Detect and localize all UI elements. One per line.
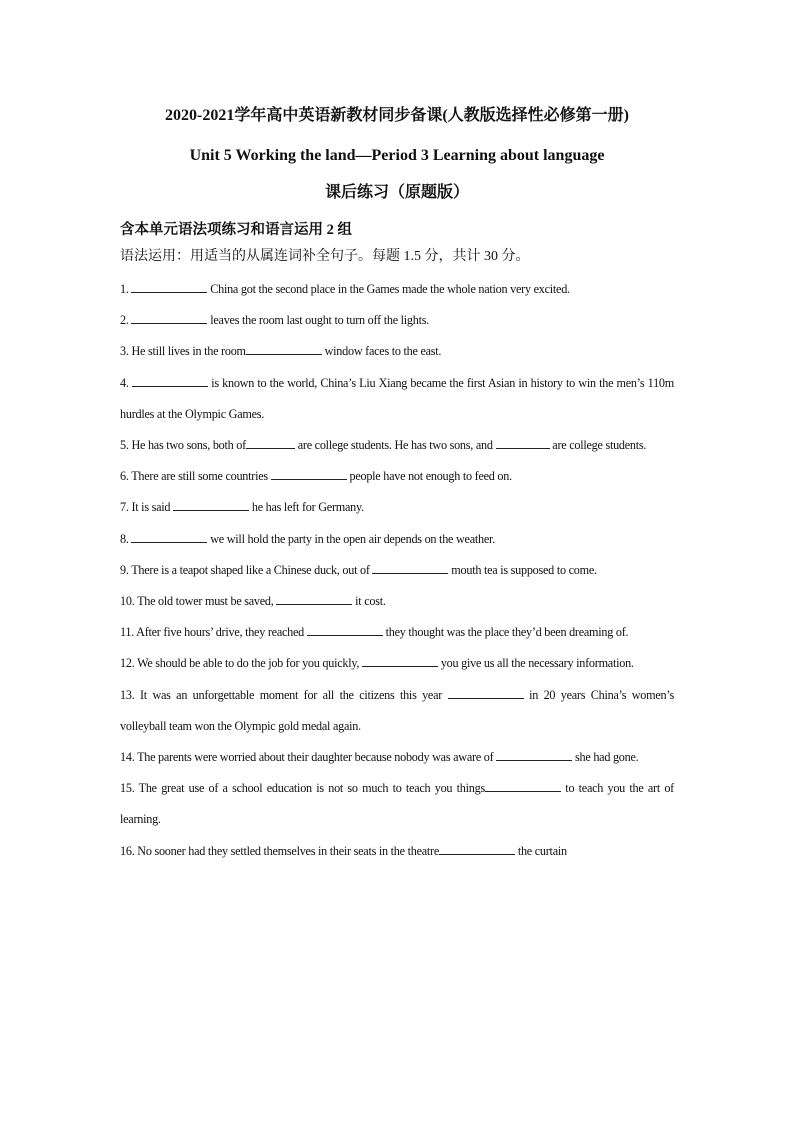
- question-text: The parents were worried about their daughter because nobody was aware of: [137, 750, 497, 765]
- answer-blank[interactable]: [372, 562, 448, 574]
- question-item: [120, 648, 674, 679]
- question-number: 1.: [120, 282, 132, 296]
- answer-blank[interactable]: [246, 343, 322, 355]
- question-number: 11.: [120, 625, 137, 640]
- answer-blank[interactable]: [173, 499, 249, 511]
- question-text: We should be able to do the job for you quickly,: [137, 656, 363, 671]
- question-item: [120, 430, 674, 461]
- question-text: The old tower must be saved,: [137, 594, 277, 609]
- answer-blank[interactable]: [496, 749, 572, 761]
- question-number: 16.: [120, 843, 138, 858]
- answer-blank[interactable]: [271, 468, 347, 480]
- question-item: [120, 617, 674, 648]
- question-item: [120, 586, 674, 617]
- question-text: He has two sons, both of: [131, 438, 246, 453]
- question-number: 8.: [120, 531, 132, 546]
- question-item: [120, 742, 674, 773]
- question-text: he has left for Germany.: [249, 500, 364, 515]
- question-text: to teach you the art of learning.: [120, 781, 674, 827]
- question-text: it cost.: [352, 594, 386, 609]
- question-number: 3.: [120, 344, 132, 359]
- question-text: they thought was the place they’d been dreaming of.: [382, 625, 629, 640]
- answer-blank[interactable]: [485, 780, 561, 792]
- question-text: are college students.: [549, 438, 647, 453]
- question-text: No sooner had they settled themselves in their seats in the theatre: [137, 843, 440, 858]
- exercise-title: 课后练习（原题版）: [324, 184, 469, 201]
- question-item: [120, 773, 674, 835]
- question-text: The great use of a school education is not so much to teach you things: [138, 781, 485, 796]
- question-item: [120, 680, 674, 742]
- answer-blank[interactable]: [131, 312, 207, 324]
- answer-blank[interactable]: [132, 375, 208, 387]
- question-item: [120, 555, 674, 586]
- question-text: the curtain: [515, 843, 567, 858]
- question-text: leaves the room last ought to turn off the lights.: [207, 313, 430, 328]
- answer-blank[interactable]: [246, 437, 295, 449]
- question-text: After five hours’ drive, they reached: [136, 625, 307, 640]
- question-text: in 20 years China’s women’s volleyball team won the Olympic gold medal again.: [120, 687, 674, 733]
- answer-blank[interactable]: [439, 843, 515, 855]
- question-text: mouth tea is supposed to come.: [448, 562, 597, 577]
- question-text: There are still some countries: [131, 469, 271, 484]
- question-text: It is said: [131, 500, 174, 515]
- question-number: 2.: [120, 313, 132, 328]
- question-text: is known to the world, China’s Liu Xiang became the first Asian in history to win the men’s 110m hurdles at the Olympic Games.: [120, 375, 674, 421]
- question-number: 7.: [120, 500, 132, 515]
- question-item: [120, 336, 674, 367]
- question-item: [120, 368, 674, 430]
- question-number: 6.: [120, 469, 132, 484]
- answer-blank[interactable]: [131, 281, 207, 293]
- question-text: window faces to the east.: [321, 344, 442, 359]
- question-text: are college students. He has two sons, and: [294, 438, 496, 453]
- question-number: 10.: [120, 594, 138, 609]
- question-text: she had gone.: [572, 750, 639, 765]
- question-item: [120, 305, 674, 336]
- question-list: [120, 274, 674, 867]
- question-item: [120, 461, 674, 492]
- answer-blank[interactable]: [276, 593, 352, 605]
- question-number: 5.: [120, 438, 132, 453]
- question-number: 4.: [120, 375, 132, 390]
- question-text: He still lives in the room: [131, 344, 246, 359]
- question-text: we will hold the party in the open air depends on the weather.: [207, 531, 495, 546]
- answer-blank[interactable]: [307, 624, 383, 636]
- question-number: 13.: [120, 687, 140, 702]
- answer-blank[interactable]: [131, 531, 207, 543]
- answer-blank[interactable]: [496, 437, 550, 449]
- document-title: 2020-2021学年高中英语新教材同步备课(人教版选择性必修第一册): [165, 107, 629, 124]
- question-number: 14.: [120, 750, 138, 765]
- question-text: you give us all the necessary information.: [438, 656, 634, 671]
- question-number: 15.: [120, 781, 139, 796]
- answer-blank[interactable]: [362, 655, 438, 667]
- question-item: [120, 524, 674, 555]
- question-text: There is a teapot shaped like a Chinese duck, out of: [131, 562, 373, 577]
- question-item: [120, 492, 674, 523]
- answer-blank[interactable]: [448, 687, 524, 699]
- question-text: It was an unforgettable moment for all the citizens this year: [140, 687, 448, 702]
- question-item: [120, 836, 674, 867]
- question-text: people have not enough to feed on.: [346, 469, 512, 484]
- section-title: 含本单元语法项练习和语言运用 2 组: [120, 222, 352, 238]
- unit-title: Unit 5 Working the land—Period 3 Learning about language: [189, 147, 605, 164]
- instruction: 语法运用：用适当的从属连词补全句子。每题 1.5 分，共计 30 分。: [120, 249, 530, 264]
- question-text: China got the second place in the Games made the whole nation very excited.: [207, 282, 570, 296]
- question-number: 9.: [120, 562, 132, 577]
- document-page: [120, 100, 674, 867]
- question-item: [120, 274, 674, 305]
- question-number: 12.: [120, 656, 138, 671]
